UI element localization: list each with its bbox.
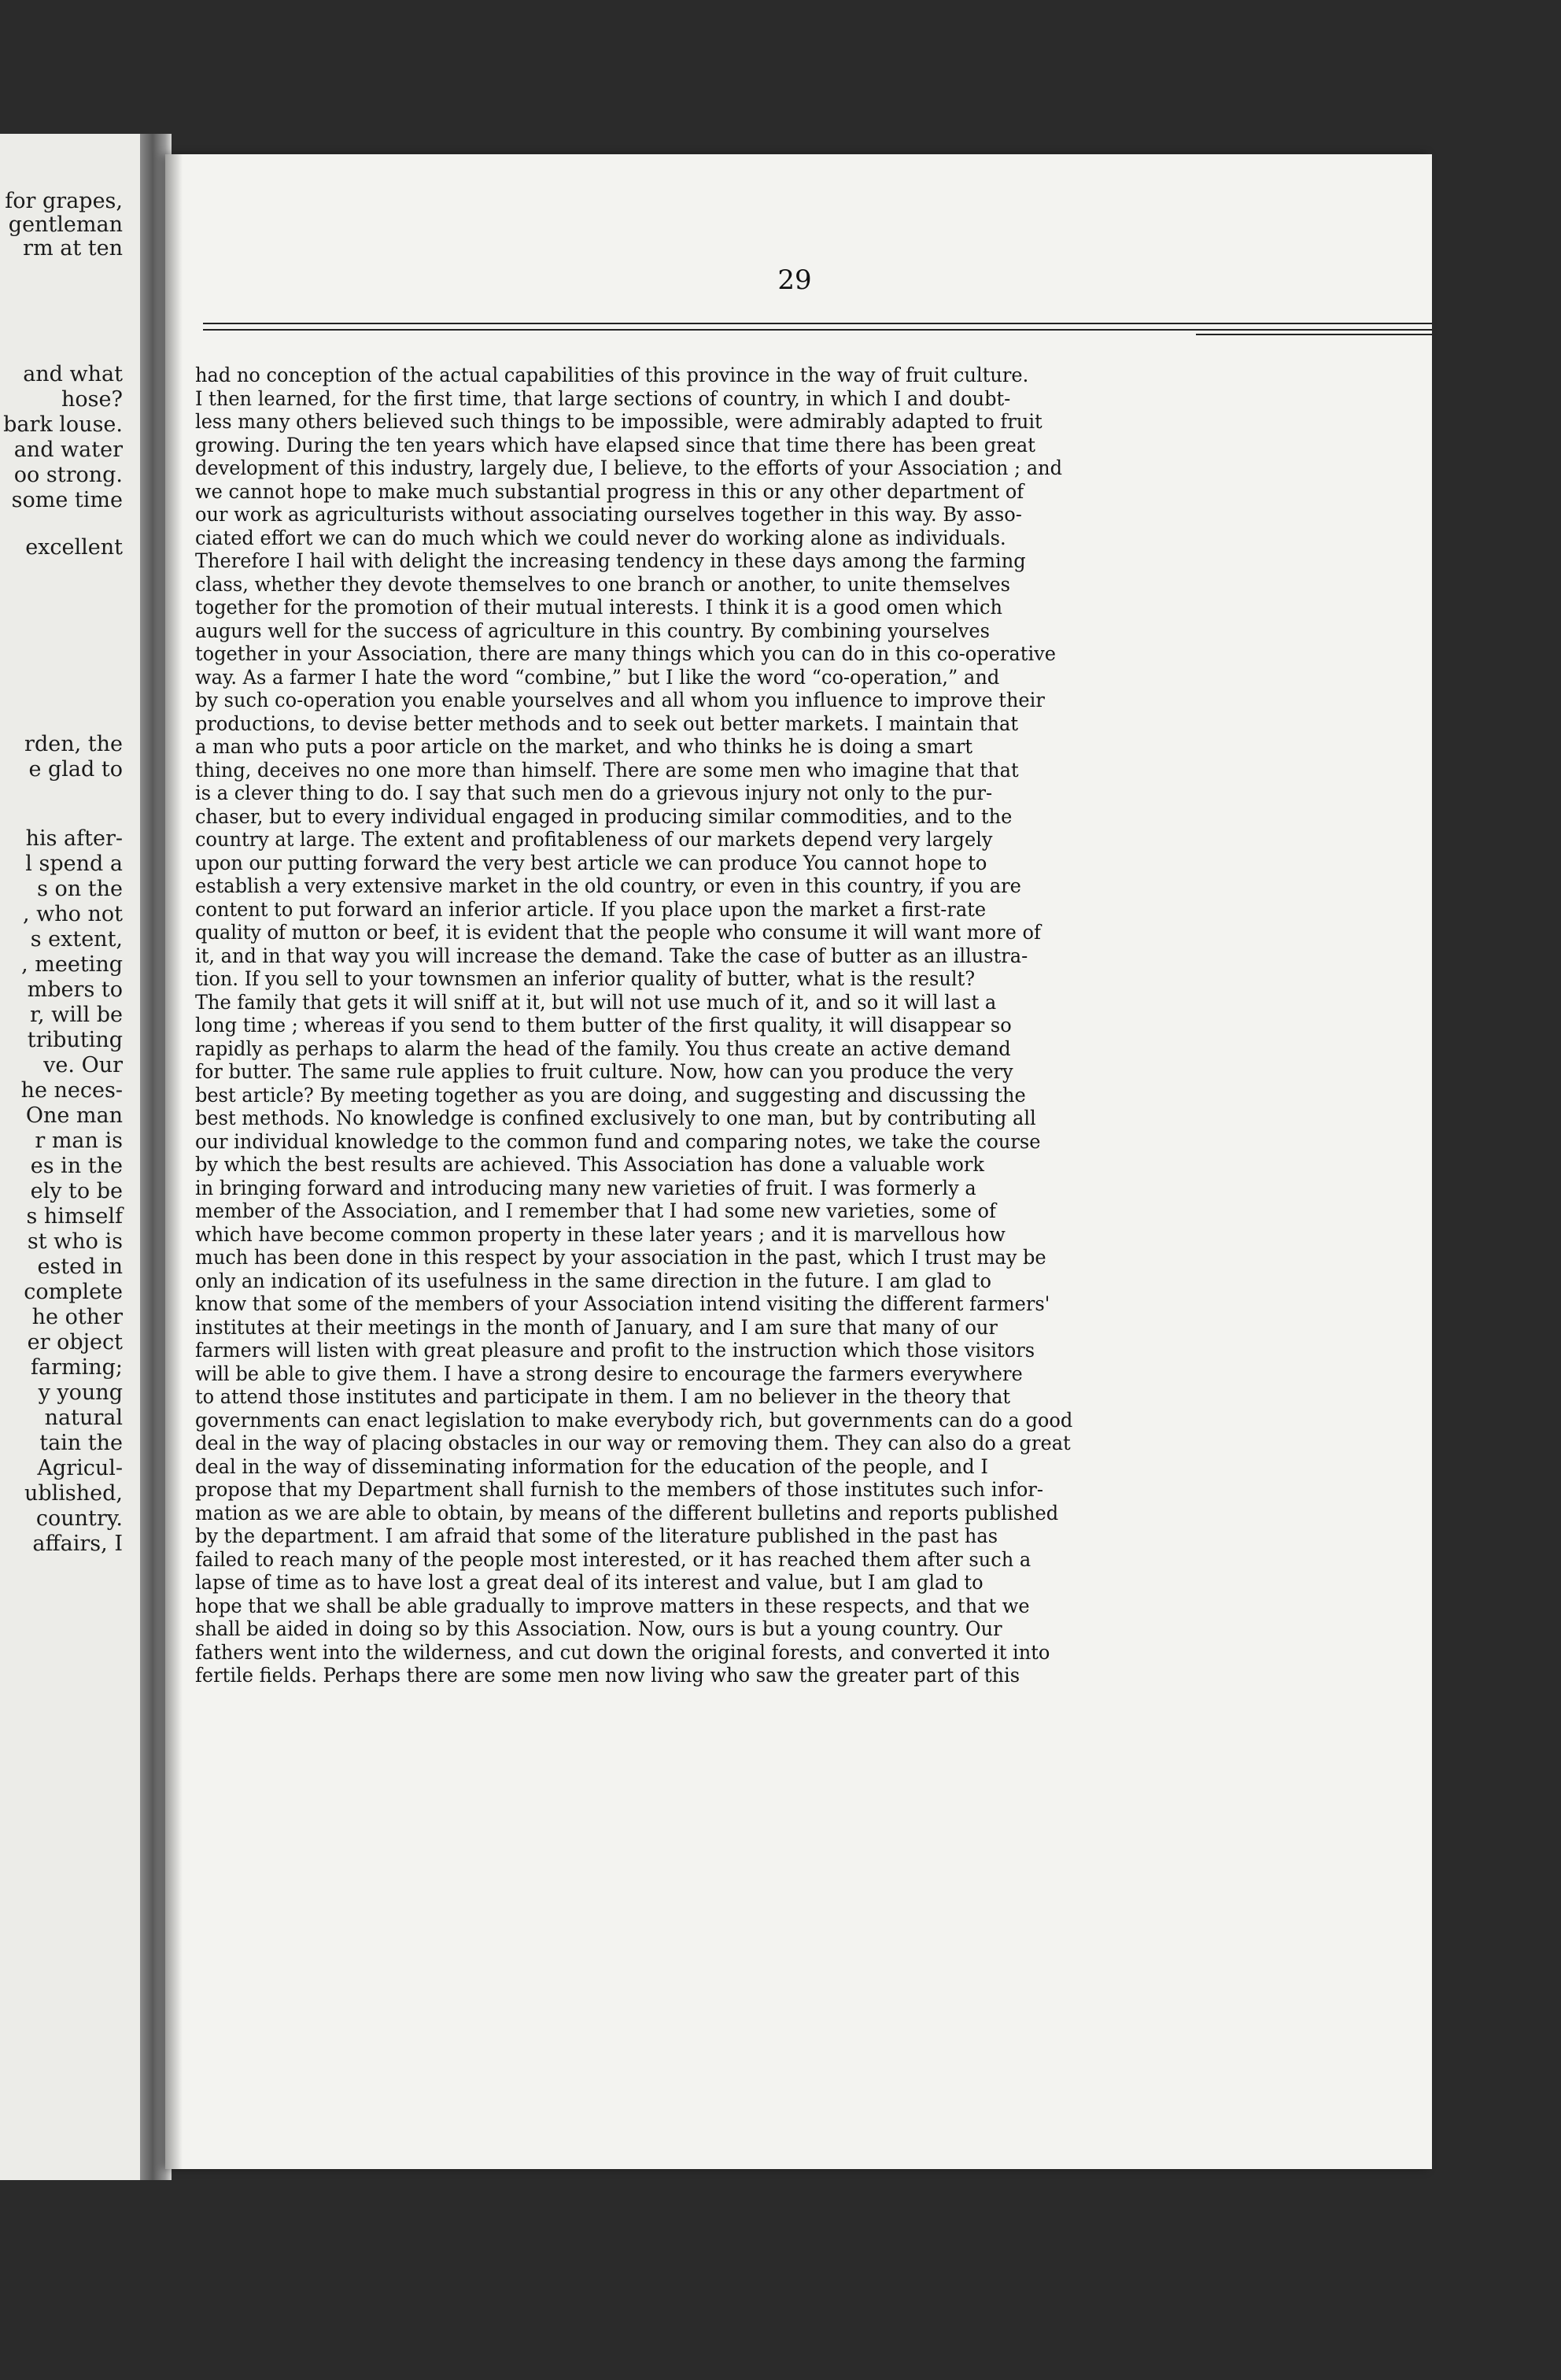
left-page-fragment: some time — [11, 488, 123, 512]
left-page-fragment: ublished, — [24, 1481, 123, 1506]
left-page-fragment: gentleman — [8, 213, 123, 237]
body-line: fertile fields. Perhaps there are some men now living who saw the greater part of this — [195, 1664, 1020, 1687]
left-page-fragment: oo strong. — [13, 463, 123, 487]
page-number: 29 — [777, 264, 812, 296]
body-line: much has been done in this respect by your association in the past, which I trust may be — [195, 1246, 1046, 1269]
body-line: know that some of the members of your Association intend visiting the different farmers' — [195, 1292, 1050, 1315]
body-line: class, whether they devote themselves to one branch or another, to unite themselves — [195, 572, 1011, 596]
left-page-fragment: and what — [23, 362, 123, 386]
body-line: growing. During the ten years which have elapsed since that time there has been great — [195, 433, 1035, 456]
header-rule — [203, 323, 1432, 324]
body-line: by such co-operation you enable yourselves and all whom you influence to improve their — [195, 689, 1045, 711]
body-line: together for the promotion of their mutual interests. I think it is a good omen which — [195, 596, 1002, 619]
body-line: by which the best results are achieved. This Association has done a valuable work — [195, 1153, 984, 1176]
left-page-fragment: and water — [13, 438, 123, 462]
body-line: governments can enact legislation to make everybody rich, but governments can do a good — [195, 1408, 1073, 1432]
left-page-fragment: st who is — [27, 1229, 123, 1254]
left-page-fragment: , who not — [23, 902, 123, 926]
left-page-fragment: One man — [25, 1103, 123, 1128]
body-line: I then learned, for the first time, that large sections of country, in which I and doubt- — [195, 386, 1011, 410]
left-page-fragment: s on the — [37, 877, 123, 901]
left-page-fragment: affairs, I — [32, 1532, 123, 1556]
body-line: by the department. I am afraid that some of the literature published in the past has — [195, 1524, 998, 1547]
left-page-fragment: l spend a — [25, 852, 123, 876]
body-line: for butter. The same rule applies to fruit culture. Now, how can you produce the very — [195, 1060, 1013, 1083]
left-page-fragment: natural — [44, 1406, 123, 1430]
body-line: hope that we shall be able gradually to improve matters in these respects, and that we — [195, 1594, 1030, 1617]
body-line: shall be aided in doing so by this Association. Now, ours is but a young country. Our — [195, 1617, 1002, 1640]
body-line: content to put forward an inferior article. If you place upon the market a first-rate — [195, 897, 987, 921]
left-page-fragment: r, will be — [30, 1003, 123, 1027]
body-line: a man who puts a poor article on the market, and who thinks he is doing a smart — [195, 735, 973, 758]
left-page-fragment: ely to be — [30, 1179, 123, 1203]
body-line: best methods. No knowledge is confined exclusively to one man, but by contributing all — [195, 1107, 1036, 1129]
left-page-fragment: hose? — [61, 387, 123, 412]
body-line: deal in the way of disseminating information for the education of the people, and I — [195, 1454, 988, 1478]
body-line: ciated effort we can do much which we could never do working alone as individuals. — [195, 526, 1006, 549]
left-page-fragment: tributing — [27, 1028, 123, 1052]
left-page-fragment: er object — [27, 1330, 123, 1354]
body-line: long time ; whereas if you send to them butter of the first quality, it will disappear so — [195, 1014, 1012, 1037]
body-line: propose that my Department shall furnish to the members of those institutes such infor- — [195, 1478, 1044, 1501]
body-line: farmers will listen with great pleasure and profit to the instruction which those visitors — [195, 1339, 1035, 1362]
body-line: our individual knowledge to the common fund and comparing notes, we take the course — [195, 1129, 1041, 1153]
left-page-fragment: his after- — [25, 826, 123, 851]
left-page-fragment: s himself — [26, 1204, 123, 1229]
body-line: is a clever thing to do. I say that such men do a grievous injury not only to the pur- — [195, 782, 993, 804]
left-page-fragment: he neces- — [20, 1078, 123, 1103]
left-page-fragment: he other — [31, 1305, 123, 1329]
body-line: The family that gets it will sniff at it, but will not use much of it, and so it will last a — [195, 990, 997, 1014]
body-line: member of the Association, and I remember that I had some new varieties, some of — [195, 1199, 996, 1222]
body-line: together in your Association, there are many things which you can do in this co-operative — [195, 642, 1056, 665]
body-line: mation as we are able to obtain, by means of the different bulletins and reports published — [195, 1501, 1059, 1524]
body-line: chaser, but to every individual engaged in producing similar commodities, and to the — [195, 804, 1013, 828]
left-page-fragment: for grapes, — [5, 189, 123, 213]
body-line: lapse of time as to have lost a great deal of its interest and value, but I am glad to — [195, 1571, 983, 1594]
left-page-fragment: bark louse. — [3, 412, 123, 437]
body-line: to attend those institutes and participate in them. I am no believer in the theory that — [195, 1385, 1011, 1408]
right-page — [165, 154, 1432, 2169]
body-line: will be able to give them. I have a strong desire to encourage the farmers everywhere — [195, 1362, 1023, 1385]
body-line: Therefore I hail with delight the increasing tendency in these days among the farming — [195, 549, 1026, 572]
body-line: only an indication of its usefulness in the same direction in the future. I am glad to — [195, 1269, 991, 1292]
header-rule — [203, 329, 1432, 331]
left-page-fragment: y young — [38, 1380, 123, 1405]
body-text — [195, 364, 1432, 1687]
left-page-fragment: ested in — [37, 1255, 123, 1279]
body-line: failed to reach many of the people most interested, or it has reached them after such a — [195, 1547, 1031, 1571]
left-page-fragment: rden, the — [24, 732, 123, 756]
left-page-fragment: , meeting — [21, 952, 123, 977]
left-page-fragment: excellent — [25, 535, 123, 560]
left-page-fragment: tain the — [39, 1431, 123, 1455]
body-line: quality of mutton or beef, it is evident that the people who consume it will want more of — [195, 921, 1041, 944]
body-line: our work as agriculturists without associating ourselves together in this way. By asso- — [195, 503, 1022, 526]
left-page-fragment: r man is — [35, 1129, 123, 1153]
body-line: institutes at their meetings in the month of January, and I am sure that many of our — [195, 1315, 998, 1339]
body-line: we cannot hope to make much substantial progress in this or any other department of — [195, 479, 1024, 503]
left-page-fragment: mbers to — [27, 978, 123, 1002]
body-line: best article? By meeting together as you are doing, and suggesting and discussing the — [195, 1083, 1026, 1107]
left-page-fragment: complete — [24, 1280, 123, 1304]
body-line: tion. If you sell to your townsmen an inferior quality of butter, what is the result? — [195, 967, 976, 990]
left-page-fragment: s extent, — [30, 927, 123, 952]
body-line: development of this industry, largely due, I believe, to the efforts of your Association ; and — [195, 456, 1062, 479]
body-line: productions, to devise better methods and to seek out better markets. I maintain that — [195, 711, 1019, 735]
body-line: deal in the way of placing obstacles in our way or removing them. They can also do a great — [195, 1432, 1071, 1454]
body-line: thing, deceives no one more than himself. There are some men who imagine that that — [195, 758, 1019, 782]
body-line: it, and in that way you will increase the demand. Take the case of butter as an illustra- — [195, 944, 1028, 967]
left-page-fragment: rm at ten — [23, 236, 123, 261]
left-page-fragment: Agricul- — [37, 1456, 123, 1480]
body-line: way. As a farmer I hate the word “combine,” but I like the word “co-operation,” and — [195, 665, 1000, 689]
body-line: in bringing forward and introducing many new varieties of fruit. I was formerly a — [195, 1176, 976, 1199]
body-line: country at large. The extent and profitableness of our markets depend very largely — [195, 828, 993, 851]
left-page-fragment: ve. Our — [43, 1053, 123, 1077]
left-page-fragment: e glad to — [28, 757, 123, 782]
left-page — [0, 134, 149, 2180]
body-line: establish a very extensive market in the old country, or even in this country, if you are — [195, 874, 1021, 897]
body-line: upon our putting forward the very best article we can produce You cannot hope to — [195, 851, 987, 874]
body-line: which have become common property in these later years ; and it is marvellous how — [195, 1222, 1006, 1246]
body-line: fathers went into the wilderness, and cut down the original forests, and converted it into — [195, 1640, 1050, 1664]
left-page-fragment: farming; — [30, 1355, 123, 1380]
body-line: rapidly as perhaps to alarm the head of the family. You thus create an active demand — [195, 1037, 1011, 1060]
left-page-fragment: es in the — [30, 1154, 123, 1178]
body-line: augurs well for the success of agriculture in this country. By combining yourselves — [195, 619, 990, 642]
body-line: had no conception of the actual capabilities of this province in the way of fruit culture. — [195, 364, 1029, 386]
left-page-fragment: country. — [35, 1506, 123, 1531]
body-line: less many others believed such things to be impossible, were admirably adapted to fruit — [195, 410, 1043, 433]
header-rule — [1196, 334, 1432, 335]
